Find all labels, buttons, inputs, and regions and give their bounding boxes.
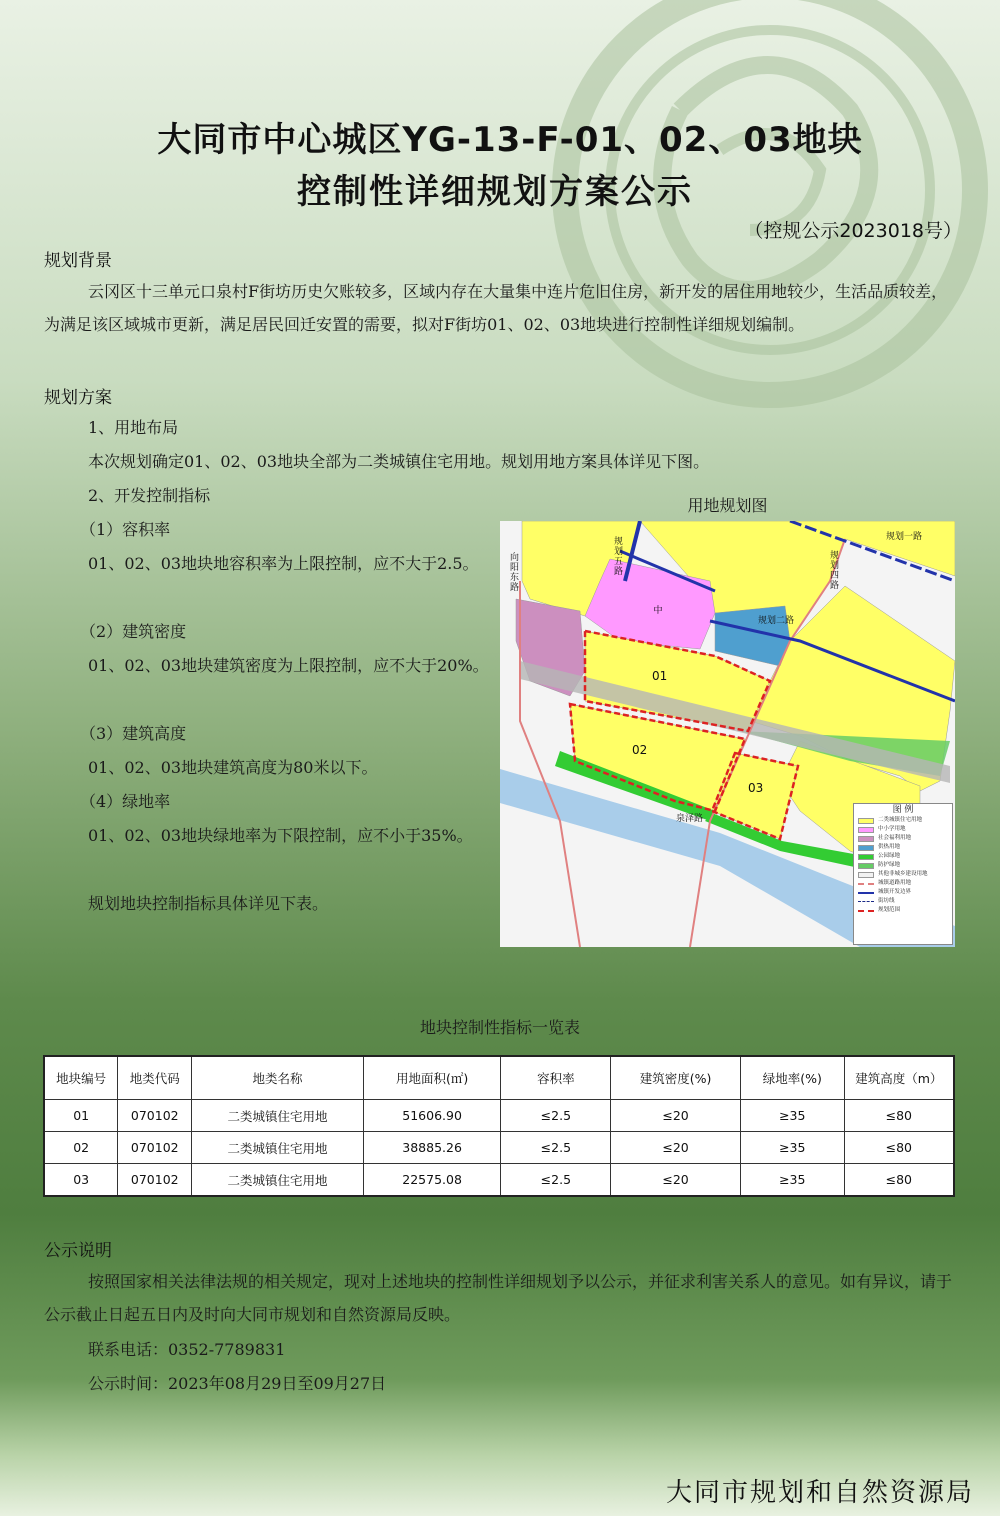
legend-swatch [858, 836, 874, 842]
map-title: 用地规划图 [687, 496, 768, 515]
header-area: 用地面积(㎡) [363, 1056, 501, 1100]
legend-swatch [858, 854, 874, 860]
table-cell: 51606.90 [363, 1100, 501, 1132]
page-title-line2: 控制性详细规划方案公示 [297, 172, 693, 212]
map-legend [853, 803, 953, 945]
legend-item: 规划范围 [854, 906, 952, 915]
header-green: 绿地率(%) [740, 1056, 844, 1100]
legend-swatch [858, 872, 874, 878]
indicators-subtitle: 2、开发控制指标 [88, 486, 211, 505]
table-cell: ≤2.5 [501, 1100, 611, 1132]
density-text: 01、02、03地块建筑密度为上限控制，应不大于20%。 [88, 656, 489, 675]
table-cell: 二类城镇住宅用地 [192, 1132, 364, 1164]
legend-swatch [858, 901, 874, 902]
table-cell: ≤20 [611, 1132, 741, 1164]
lot-label-03: 03 [748, 781, 764, 795]
layout-text: 本次规划确定01、02、03地块全部为二类城镇住宅用地。规划用地方案具体详见下图。 [88, 452, 710, 471]
header-land-name: 地类名称 [192, 1056, 364, 1100]
legend-swatch [858, 892, 874, 894]
table-cell: ≤80 [844, 1132, 954, 1164]
far-title: （1）容积率 [80, 520, 171, 539]
table-cell: ≥35 [740, 1132, 844, 1164]
legend-swatch [858, 845, 874, 851]
height-text: 01、02、03地块建筑高度为80米以下。 [88, 758, 378, 777]
table-cell: 070102 [118, 1100, 192, 1132]
legend-item: 街坊线 [854, 897, 952, 906]
document-number: （控规公示2023018号） [744, 220, 962, 242]
table-title: 地块控制性指标一览表 [419, 1018, 580, 1037]
contact-phone: 联系电话：0352-7789831 [88, 1340, 286, 1359]
background-heading: 规划背景 [44, 251, 112, 271]
density-title: （2）建筑密度 [80, 622, 187, 641]
table-cell: ≤80 [844, 1100, 954, 1132]
table-row [44, 1164, 954, 1197]
table-note: 规划地块控制指标具体详见下表。 [88, 894, 329, 913]
header-land-code: 地类代码 [118, 1056, 192, 1100]
header-density: 建筑密度(%) [611, 1056, 741, 1100]
notice-heading: 公示说明 [44, 1241, 112, 1261]
table-cell: 二类城镇住宅用地 [192, 1164, 364, 1197]
legend-title: 图 例 [892, 805, 914, 815]
legend-item: 供热用地 [854, 843, 952, 852]
legend-swatch [858, 818, 874, 824]
school-label: 中 [653, 606, 663, 616]
issuing-organization: 大同市规划和自然资源局 [665, 1478, 974, 1508]
road-label-r2: 规划二路 [758, 616, 795, 626]
table-cell: 03 [44, 1164, 118, 1197]
legend-item: 城镇开发边界 [854, 888, 952, 897]
road-label-r1: 规划一路 [886, 532, 923, 542]
road-label-r4: 向阳东路 [510, 553, 520, 593]
land-use-map [500, 521, 955, 947]
table-cell: ≤20 [611, 1164, 741, 1197]
table-header-row [44, 1056, 954, 1100]
legend-swatch [858, 827, 874, 833]
legend-item: 社会福利用地 [854, 834, 952, 843]
road-label-r6: 泉泽路 [676, 814, 704, 824]
table-cell: ≤2.5 [501, 1164, 611, 1197]
green-text: 01、02、03地块绿地率为下限控制，应不小于35%。 [88, 826, 473, 845]
legend-swatch [858, 910, 874, 912]
notice-period: 公示时间：2023年08月29日至09月27日 [88, 1374, 387, 1393]
table-cell: ≤20 [611, 1100, 741, 1132]
notice-text: 按照国家相关法律法规的相关规定，现对上述地块的控制性详细规划予以公示，并征求利害关系人的意见。如有异议，请于公示截止日起五日内及时向大同市规划和自然资源局反映。 [44, 1272, 953, 1324]
page-title-line1: 大同市中心城区YG-13-F-01、02、03地块 [157, 120, 863, 160]
table-row [44, 1100, 954, 1132]
table-cell: 二类城镇住宅用地 [192, 1100, 364, 1132]
legend-item: 城镇道路用地 [854, 879, 952, 888]
legend-swatch [858, 883, 874, 885]
table-cell: 01 [44, 1100, 118, 1132]
table-cell: 38885.26 [363, 1132, 501, 1164]
header-lot-no: 地块编号 [44, 1056, 118, 1100]
table-cell: ≥35 [740, 1100, 844, 1132]
far-text: 01、02、03地块地容积率为上限控制，应不大于2.5。 [88, 554, 479, 573]
road-label-r5: 规划四路 [830, 551, 840, 591]
legend-item: 其他非城乡建设用地 [854, 870, 952, 879]
table-cell: 02 [44, 1132, 118, 1164]
lot-label-01: 01 [652, 669, 668, 683]
green-title: （4）绿地率 [80, 792, 171, 811]
lot-label-02: 02 [632, 743, 648, 757]
table-cell: ≥35 [740, 1164, 844, 1197]
legend-item: 中小学用地 [854, 825, 952, 834]
table-cell: 070102 [118, 1164, 192, 1197]
header-height: 建筑高度（m） [844, 1056, 954, 1100]
table-cell: ≤80 [844, 1164, 954, 1197]
legend-item: 二类城镇住宅用地 [854, 816, 952, 825]
legend-swatch [858, 863, 874, 869]
height-title: （3）建筑高度 [80, 724, 187, 743]
layout-subtitle: 1、用地布局 [88, 418, 179, 437]
table-cell: 22575.08 [363, 1164, 501, 1197]
table-row [44, 1132, 954, 1164]
plan-heading: 规划方案 [44, 388, 112, 408]
road-label-r3: 规划五路 [614, 537, 624, 577]
legend-item: 防护绿地 [854, 861, 952, 870]
background-text: 云冈区十三单元口泉村F街坊历史欠账较多，区域内存在大量集中连片危旧住房，新开发的居住用地较少，生活品质较差，为满足该区域城市更新，满足居民回迁安置的需要，拟对F街坊01、02、03地块进行控制性详细规划编制。 [44, 282, 948, 334]
indicator-table [43, 1055, 955, 1197]
table-cell: ≤2.5 [501, 1132, 611, 1164]
legend-item: 公园绿地 [854, 852, 952, 861]
table-cell: 070102 [118, 1132, 192, 1164]
header-far: 容积率 [501, 1056, 611, 1100]
